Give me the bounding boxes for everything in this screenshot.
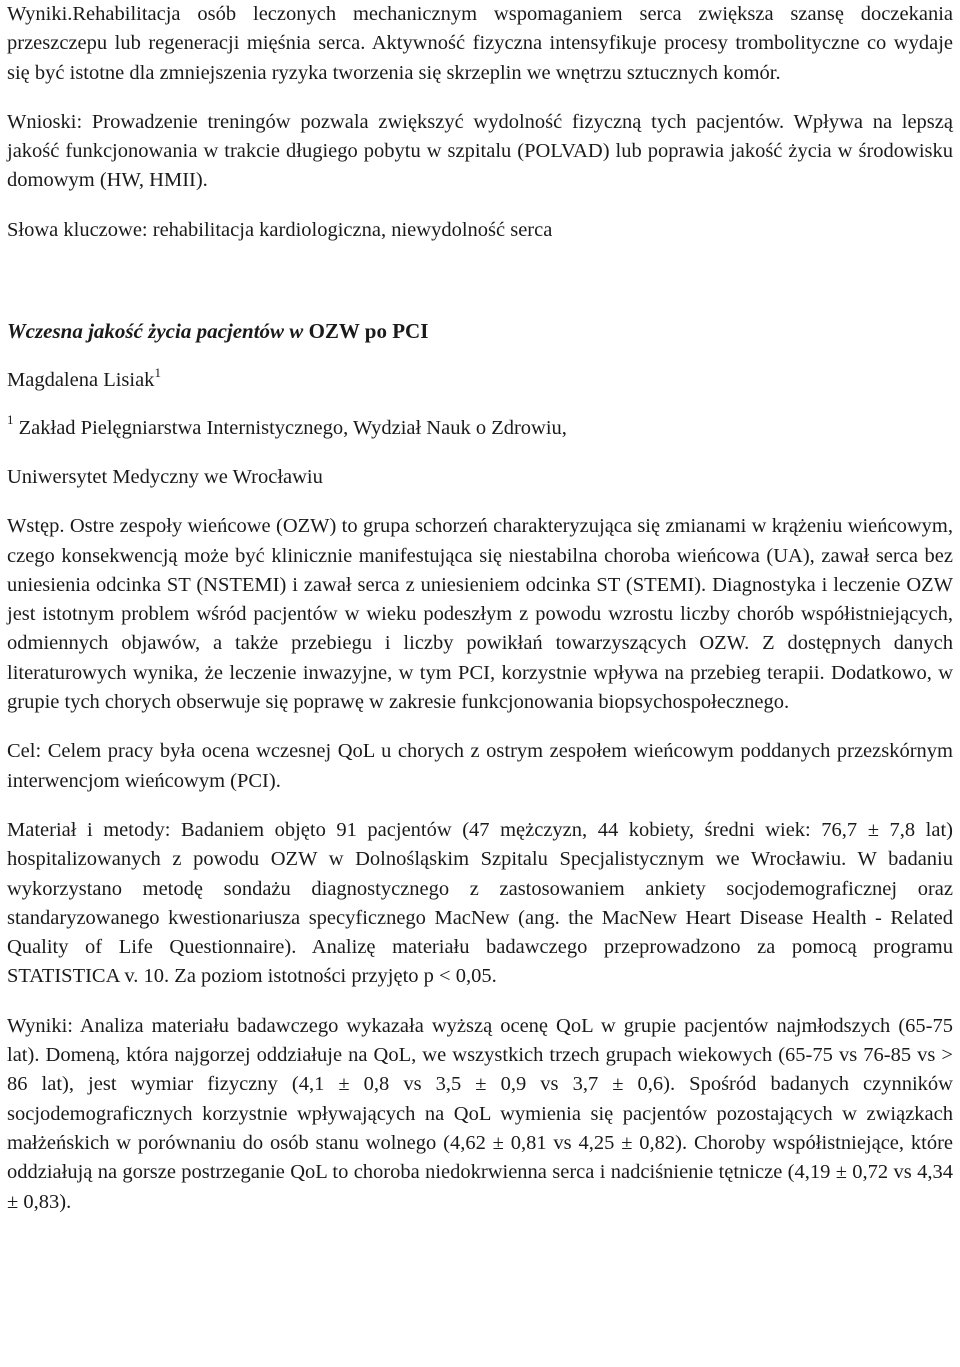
author-superscript: 1 (154, 364, 161, 380)
document-page (7, 0, 953, 1217)
affiliation-line (7, 411, 953, 443)
conclusions-paragraph: Wnioski: Prowadzenie treningów pozwala zwiększyć wydolność fizyczną tych pacjentów. Wpływa na lepszą jakość funkcjonowania w trakcie długiego pobytu w szpitalu (POLVAD) lub poprawia jakość życia w środowisku domowym (HW, HMII). (7, 110, 953, 192)
introduction-paragraph: Wstęp. Ostre zespoły wieńcowe (OZW) to grupa schorzeń charakteryzująca się zmianami w krążeniu wieńcowym, czego konsekwencją może być klinicznie manifestująca się niestabilna choroba wieńcowa (UA), zawał serca bez uniesienia odcinka ST (NSTEMI) i zawał serca z uniesieniem odcinka ST (STEMI). Diagnostyka i leczenie OZW jest istotnym problem wśród pacjentów w wieku podeszłym z powodu wzrostu liczby chorób współistniejących, odmiennych objawów, a także przebiegu i liczby powikłań towarzyszących OZW. Z dostępnych danych literaturowych wynika, że leczenie inwazyjne, w tym PCI, korzystnie wpływa na przebieg terapii. Dodatkowo, w grupie tych chorych obserwuje się poprawę w zakresie funkcjonowania biopsychospołecznego. (7, 515, 953, 714)
affiliation-text: Zakład Pielęgniarstwa Internistycznego, Wydział Nauk o Zdrowiu, (13, 416, 567, 439)
university-line: Uniwersytet Medyczny we Wrocławiu (7, 465, 323, 488)
article-title-rest: OZW po PCI (303, 319, 429, 344)
author-line (7, 366, 953, 395)
article-title-italic: Wczesna jakość życia pacjentów w (7, 319, 304, 344)
results-paragraph: Wyniki: Analiza materiału badawczego wykazała wyższą ocenę QoL w grupie pacjentów najmłodszych (65-75 lat). Domeną, która najgorzej oddziałuje na QoL, we wszystkich trzech grupach wiekowych (65-75 vs 76-85 vs > 86 lat), jest wymiar fizyczny (4,1 ± 0,8 vs 3,5 ± 0,9 vs 3,7 ± 0,6). Spośród badanych czynników socjodemograficznych korzystnie wpływających na QoL wymienia się pacjentów pozostających w związkach małżeńskich w porównaniu do osób stanu wolnego (4,62 ± 0,81 vs 4,25 ± 0,82). Choroby współistniejące, które oddziałują na gorsze postrzeganie QoL to choroba niedokrwienna serca i nadciśnienie tętnicze (4,19 ± 0,72 vs 4,34 ± 0,83). (7, 1014, 953, 1213)
article-title (7, 317, 953, 346)
methods-paragraph: Materiał i metody: Badaniem objęto 91 pacjentów (47 mężczyzn, 44 kobiety, średni wiek: 76,7 ± 7,8 lat) hospitalizowanych z powodu OZW w Dolnośląskim Szpitalu Specjalistycznym we Wrocławiu. W badaniu wykorzystano metodę sondażu diagnostycznego z zastosowaniem ankiety socjodemograficznej oraz standaryzowanego kwestionariusza specyficznego MacNew (ang. the MacNew Heart Disease Health - Related Quality of Life Questionnaire). Analizę materiału badawczego przeprowadzono za pomocą programu STATISTICA v. 10. Za poziom istotności przyjęto p < 0,05. (7, 818, 953, 988)
keywords-line: Słowa kluczowe: rehabilitacja kardiologiczna, niewydolność serca (7, 218, 553, 241)
author-name: Magdalena Lisiak (7, 369, 155, 392)
aim-paragraph: Cel: Celem pracy była ocena wczesnej QoL u chorych z ostrym zespołem wieńcowym poddanych przezskórnym interwencjom wieńcowym (PCI). (7, 740, 953, 792)
results-paragraph-prev: Wyniki.Rehabilitacja osób leczonych mechanicznym wspomaganiem serca zwiększa szansę doczekania przeszczepu lub regeneracji mięśnia serca. Aktywność fizyczna intensyfikuje procesy trombolityczne co wydaje się być istotne dla zmniejszenia ryzyka tworzenia się skrzeplin we wnętrzu sztucznych komór. (7, 3, 953, 84)
affiliation-superscript: 1 (7, 411, 14, 427)
